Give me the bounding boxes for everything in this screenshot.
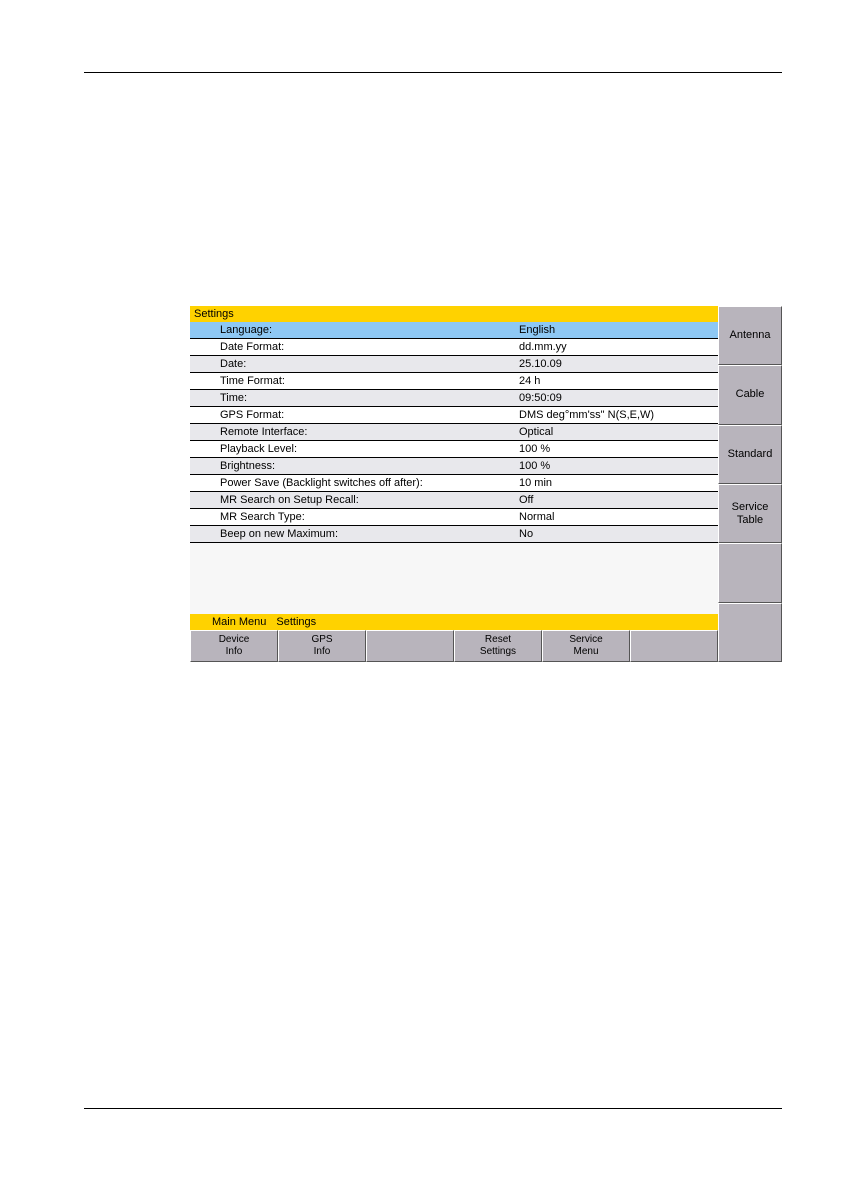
setting-value: dd.mm.yy: [519, 341, 567, 353]
setting-row-language[interactable]: [190, 322, 718, 339]
setting-value: 09:50:09: [519, 392, 562, 404]
reset-settings-button[interactable]: Reset Settings: [454, 630, 542, 662]
setting-value: Normal: [519, 511, 555, 523]
setting-label: GPS Format:: [220, 409, 285, 421]
screen-title: Settings: [190, 306, 718, 322]
setting-label: MR Search Type:: [220, 511, 305, 523]
setting-value: 10 min: [519, 477, 553, 489]
setting-value: 100 %: [519, 460, 551, 472]
cable-button[interactable]: Cable: [718, 365, 782, 424]
side-softkey-bar: [718, 306, 782, 662]
setting-label: Playback Level:: [220, 443, 298, 455]
page-header-rule: [84, 72, 782, 73]
softkey-6-blank[interactable]: [630, 630, 718, 662]
setting-label: Beep on new Maximum:: [220, 528, 338, 540]
page-footer-rule: [84, 1108, 782, 1109]
setting-row-brightness[interactable]: [190, 458, 718, 475]
setting-row-remote-interface[interactable]: [190, 424, 718, 441]
setting-label: Brightness:: [220, 460, 276, 472]
setting-value: No: [519, 528, 534, 540]
setting-row-time-format[interactable]: [190, 373, 718, 390]
setting-value: Optical: [519, 426, 554, 438]
setting-value: DMS deg°mm'ss" N(S,E,W): [519, 409, 655, 421]
standard-button[interactable]: Standard: [718, 425, 782, 484]
setting-value: 100 %: [519, 443, 551, 455]
setting-label: Language:: [220, 324, 272, 336]
setting-row-time[interactable]: [190, 390, 718, 407]
setting-row-mr-search-setup-recall[interactable]: [190, 492, 718, 509]
antenna-button[interactable]: Antenna: [718, 306, 782, 365]
settings-screen: [190, 306, 782, 662]
setting-row-mr-search-type[interactable]: [190, 509, 718, 526]
setting-label: Time Format:: [220, 375, 285, 387]
service-menu-button[interactable]: Service Menu: [542, 630, 630, 662]
setting-label: Date:: [220, 358, 247, 370]
setting-row-power-save[interactable]: [190, 475, 718, 492]
breadcrumb-item-main-menu: Main Menu: [212, 616, 267, 628]
softkey-3-blank[interactable]: [366, 630, 454, 662]
breadcrumb-item-settings: Settings: [276, 616, 317, 628]
service-table-button[interactable]: Service Table: [718, 484, 782, 543]
setting-row-date-format[interactable]: [190, 339, 718, 356]
breadcrumb: [190, 614, 718, 630]
setting-label: MR Search on Setup Recall:: [220, 494, 359, 506]
gps-info-button[interactable]: GPS Info: [278, 630, 366, 662]
sidekey-5-blank[interactable]: [718, 543, 782, 602]
settings-table: [190, 322, 718, 614]
setting-label: Time:: [220, 392, 248, 404]
setting-value: Off: [519, 494, 534, 506]
setting-row-playback-level[interactable]: [190, 441, 718, 458]
bottom-softkey-bar: [190, 630, 718, 662]
setting-value: 24 h: [519, 375, 541, 387]
setting-value: 25.10.09: [519, 358, 562, 370]
setting-label: Remote Interface:: [220, 426, 308, 438]
setting-row-gps-format[interactable]: [190, 407, 718, 424]
device-info-button[interactable]: Device Info: [190, 630, 278, 662]
setting-row-beep-new-maximum[interactable]: [190, 526, 718, 543]
setting-value: English: [519, 324, 556, 336]
setting-label: Date Format:: [220, 341, 285, 353]
sidekey-6-blank[interactable]: [718, 603, 782, 662]
setting-row-date[interactable]: [190, 356, 718, 373]
setting-label: Power Save (Backlight switches off after):: [220, 477, 423, 489]
